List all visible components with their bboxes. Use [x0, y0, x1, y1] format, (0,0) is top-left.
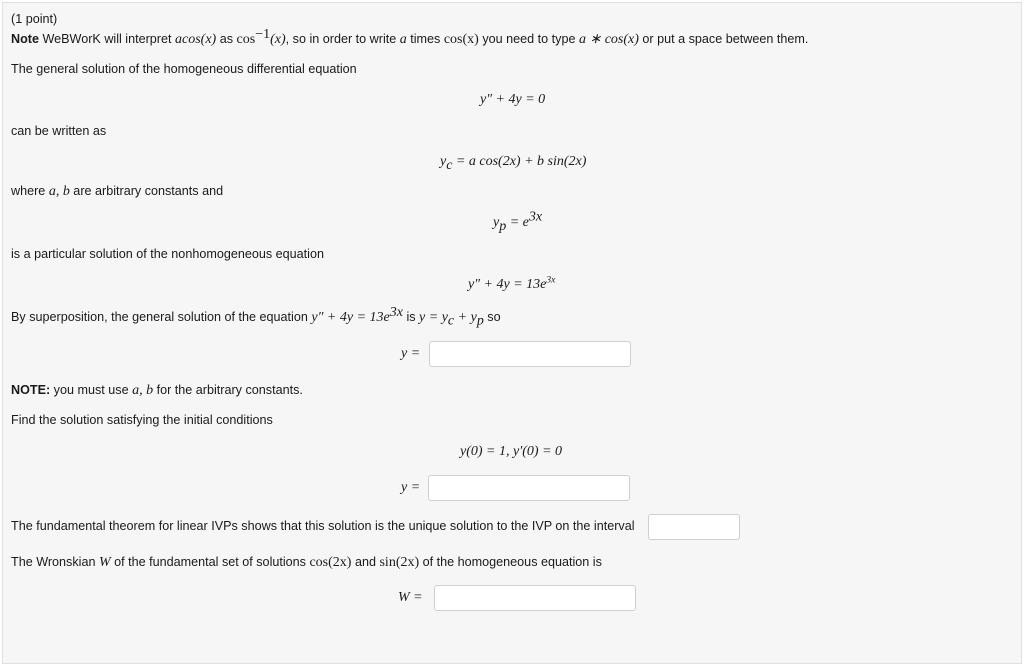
find-sentence: Find the solution satisfying the initial conditions [11, 413, 273, 427]
superposition-text [11, 304, 501, 329]
yc-sub: c [446, 157, 453, 173]
note-bold: Note [11, 32, 39, 46]
note2-post: for the arbitrary constants. [153, 383, 303, 397]
general-text [11, 62, 357, 76]
homog-eq-text: y″ + 4y = 0 [480, 92, 546, 107]
particular-sentence: is a particular solution of the nonhomogeneous equation [11, 247, 324, 261]
homog-equation [480, 92, 545, 108]
where-pre: where [11, 184, 49, 198]
super-is: is [402, 310, 420, 324]
note-typed: a ∗ cos(x) [578, 32, 639, 47]
note2-bold: NOTE: [11, 383, 51, 397]
wronskian-input[interactable] [434, 585, 636, 611]
yp-sub: p [499, 218, 507, 234]
note2-text [11, 383, 303, 399]
general-solution-input[interactable] [429, 341, 631, 367]
nonhomog-eq-text: y″ + 4y = 13e [468, 277, 547, 292]
note2-pre: you must use [50, 383, 133, 397]
super-p: p [476, 313, 484, 329]
ivp-solution-input[interactable] [428, 475, 630, 501]
interval-input[interactable] [648, 514, 740, 540]
where-vars: a, b [48, 184, 70, 199]
note-cos-arg: (x) [270, 32, 286, 47]
note-text-6: or put a space between them. [638, 32, 809, 46]
points-label [11, 12, 57, 26]
super-plus: + y [454, 310, 477, 325]
where-post: are arbitrary constants and [69, 184, 224, 198]
note2-vars: a, b [132, 383, 154, 398]
fundamental-sentence: The fundamental theorem for linear IVPs shows that this solution is the unique solution to the IVP on the interval [11, 519, 635, 533]
ic-text: y(0) = 1, y′(0) = 0 [460, 444, 563, 459]
wronskian-mid: of the fundamental set of solutions [110, 555, 310, 569]
yp-equation [493, 209, 543, 234]
wronskian-text [11, 555, 602, 571]
written-text [11, 124, 106, 138]
yp-mid: = e [506, 215, 529, 230]
super-pre: By superposition, the general solution of the equation [11, 310, 312, 324]
general-sentence: The general solution of the homogeneous differential equation [11, 62, 357, 76]
super-eq: y″ + 4y = 13e [311, 310, 390, 325]
wronskian-post: of the homogeneous equation is [419, 555, 602, 569]
note-text-5: you need to type [478, 32, 579, 46]
super-eq-sup: 3x [389, 304, 403, 320]
y-label: y = [401, 346, 421, 361]
yc-lhs: y [440, 154, 447, 169]
points-text: (1 point) [11, 12, 58, 26]
note-text-4: times [406, 32, 444, 46]
super-so: so [483, 310, 501, 324]
y2-label: y = [401, 480, 421, 495]
note-text-1: WeBWorK will interpret [39, 32, 176, 46]
find-text [11, 413, 273, 427]
yc-equation [440, 154, 587, 173]
note-line [11, 26, 809, 48]
note-cos-sup: −1 [255, 26, 271, 42]
wronskian-and: and [351, 555, 380, 569]
note-cosx: cos(x) [443, 32, 479, 47]
super-y: y = y [419, 310, 448, 325]
yp-lhs: y [493, 215, 500, 230]
nonhomog-equation [468, 277, 555, 293]
fundamental-text [11, 519, 635, 533]
yc-rhs: = a cos(2x) + b sin(2x) [452, 154, 587, 169]
where-text [11, 184, 223, 200]
note-cos: cos [236, 32, 256, 47]
super-c: c [447, 313, 455, 329]
note-a: a [399, 32, 407, 47]
written-sentence: can be written as [11, 124, 107, 138]
yp-sup: 3x [528, 209, 543, 225]
w-label: W = [398, 590, 423, 605]
wronskian-pre: The Wronskian [11, 555, 99, 569]
wronskian-cos: cos(2x) [309, 555, 352, 570]
nonhomog-sup: 3x [546, 275, 556, 286]
particular-text [11, 247, 324, 261]
note-text-3: , so in order to write [285, 32, 400, 46]
wronskian-sin: sin(2x) [379, 555, 420, 570]
wronskian-w: W [98, 555, 111, 570]
ic-equation [460, 444, 562, 460]
note-text-2: as [216, 32, 237, 46]
note-acos: acos(x) [175, 32, 217, 47]
